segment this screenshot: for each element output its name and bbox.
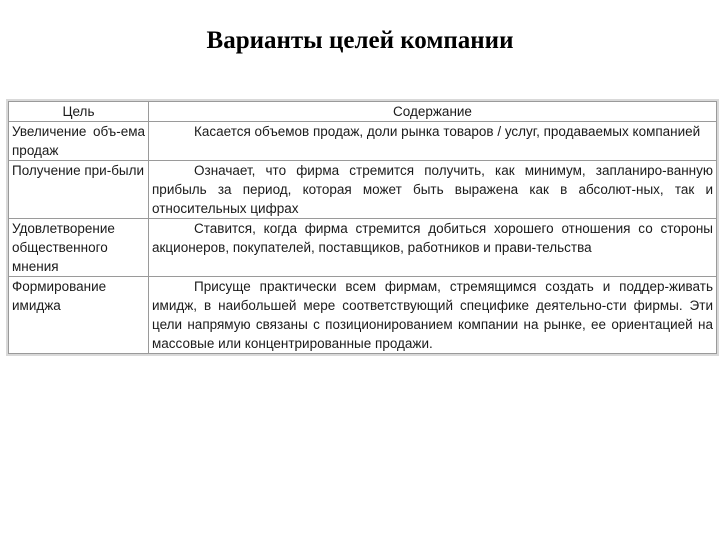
- table-row: [9, 277, 717, 354]
- content-cell: Касается объемов продаж, доли рынка товаров / услуг, продаваемых компанией: [149, 122, 717, 161]
- goal-cell: Удовлетворение общественного мнения: [9, 219, 149, 277]
- goals-table-container: [6, 99, 719, 356]
- goal-cell: Формирование имиджа: [9, 277, 149, 354]
- content-cell: Ставится, когда фирма стремится добиться хорошего отношения со стороны акционеров, покупателей, поставщиков, работников и прави-тельства: [149, 219, 717, 277]
- goal-cell: Увеличение объ-ема продаж: [9, 122, 149, 161]
- header-content: Содержание: [149, 102, 717, 122]
- content-cell: Присуще практически всем фирмам, стремящимся создать и поддер-живать имидж, в наибольшей мере соответствующий специфике деятельно-сти фирмы. Эти цели напрямую связаны с позиционированием компании на рынке, ее ориентацией на массовые или концентрированные продажи.: [149, 277, 717, 354]
- table-row: [9, 219, 717, 277]
- goals-table: [8, 101, 717, 354]
- table-header-row: [9, 102, 717, 122]
- goal-cell: Получение при-были: [9, 161, 149, 219]
- slide-title: Варианты целей компании: [206, 27, 514, 54]
- table-row: [9, 161, 717, 219]
- header-goal: Цель: [9, 102, 149, 122]
- content-cell: Означает, что фирма стремится получить, как минимум, запланиро-ванную прибыль за период, которая может быть выражена как в абсолют-ных, так и относительных цифрах: [149, 161, 717, 219]
- table-row: [9, 122, 717, 161]
